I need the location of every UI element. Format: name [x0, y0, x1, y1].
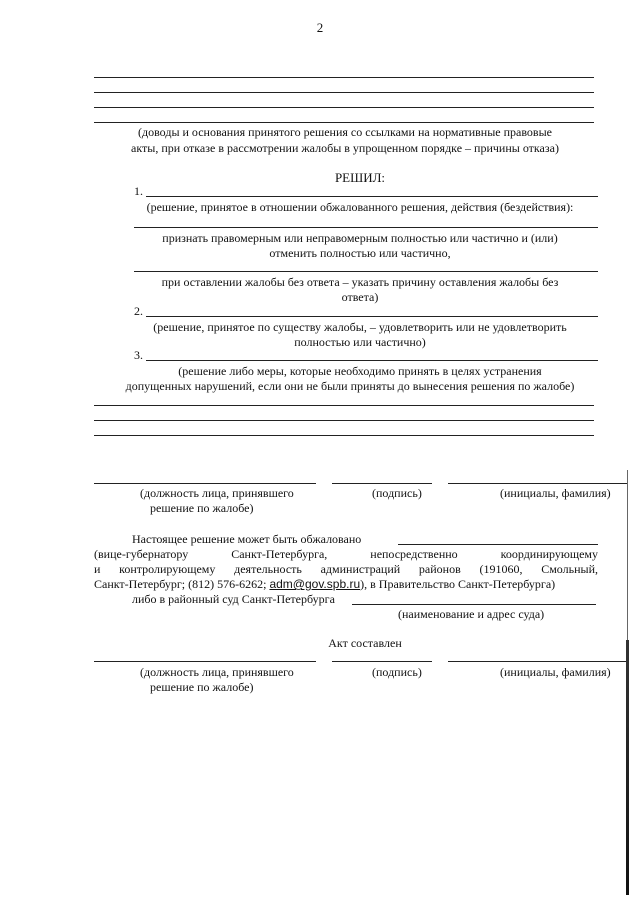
- decided-heading: РЕШИЛ:: [334, 170, 386, 185]
- item1-number: 1.: [134, 184, 143, 198]
- appeal-line5: либо в районный суд Санкт-Петербурга: [132, 592, 335, 606]
- reasons-caption-line1: (доводы и основания принятого решения со ссылками на нормативные правовые: [138, 125, 552, 139]
- item1-option2-line1: при оставлении жалобы без ответа – указать причину оставления жалобы без: [161, 275, 559, 289]
- item1-option2-line2: ответа): [341, 290, 379, 304]
- appeal-fill-line: [398, 544, 598, 545]
- email-link[interactable]: adm@gov.spb.ru: [269, 577, 361, 591]
- signature-caption: (подпись): [372, 486, 422, 500]
- item1-fill-line: [146, 196, 598, 197]
- signature-caption: (подпись): [372, 665, 422, 679]
- signature-line: [332, 483, 432, 484]
- blank-line: [94, 77, 594, 78]
- page-number: 2: [316, 20, 324, 35]
- item3-caption-line2: допущенных нарушений, если они не были приняты до вынесения решения по жалобе): [125, 379, 575, 393]
- court-fill-line: [352, 604, 596, 605]
- appeal-line4: Санкт-Петербург; (812) 576-6262; adm@gov.spb.ru), в Правительство Санкт-Петербурга): [94, 577, 556, 591]
- item3-fill-line: [146, 360, 598, 361]
- reasons-caption-line2: акты, при отказе в рассмотрении жалобы в упрощенном порядке – причины отказа): [131, 141, 559, 155]
- appeal-line3: и контролирующему деятельность администраций районов (191060, Смольный,: [94, 562, 599, 576]
- item3-number: 3.: [134, 348, 143, 362]
- court-caption: (наименование и адрес суда): [398, 607, 545, 621]
- item1-caption: (решение, принятое в отношении обжалованного решения, действия (бездействия):: [146, 200, 574, 214]
- blank-line: [94, 405, 594, 406]
- item2-caption-line1: (решение, принятое по существу жалобы, – удовлетворить или не удовлетворить: [153, 320, 567, 334]
- item2-fill-line: [146, 316, 598, 317]
- item1-option1-line1: признать правомерным или неправомерным полностью или частично и (или): [162, 231, 558, 245]
- initials-line: [448, 661, 628, 662]
- position-line: [94, 483, 316, 484]
- appeal-line1: Настоящее решение может быть обжаловано: [132, 532, 362, 546]
- item1-option2-line: [134, 271, 598, 272]
- position-line: [94, 661, 316, 662]
- position-caption-line2: решение по жалобе): [150, 680, 254, 694]
- item2-number: 2.: [134, 304, 143, 318]
- blank-line: [94, 107, 594, 108]
- blank-line: [94, 92, 594, 93]
- item3-caption-line1: (решение либо меры, которые необходимо принять в целях устранения: [178, 364, 542, 378]
- blank-line: [94, 420, 594, 421]
- position-caption-line1: (должность лица, принявшего: [140, 486, 294, 500]
- act-compiled: Акт составлен: [328, 636, 402, 650]
- initials-caption: (инициалы, фамилия): [500, 665, 611, 679]
- position-caption-line1: (должность лица, принявшего: [140, 665, 294, 679]
- blank-line: [94, 122, 594, 123]
- item1-option1-line: [134, 227, 598, 228]
- scan-edge-shadow: [626, 640, 629, 895]
- initials-line: [448, 483, 628, 484]
- item2-caption-line2: полностью или частично): [294, 335, 426, 349]
- appeal-line2: (вице-губернатору Санкт-Петербурга, непосредственно координирующему: [94, 547, 599, 561]
- blank-line: [94, 435, 594, 436]
- signature-line: [332, 661, 432, 662]
- item1-option1-line2: отменить полностью или частично,: [269, 246, 451, 260]
- position-caption-line2: решение по жалобе): [150, 501, 254, 515]
- initials-caption: (инициалы, фамилия): [500, 486, 611, 500]
- scan-edge-line: [627, 470, 628, 640]
